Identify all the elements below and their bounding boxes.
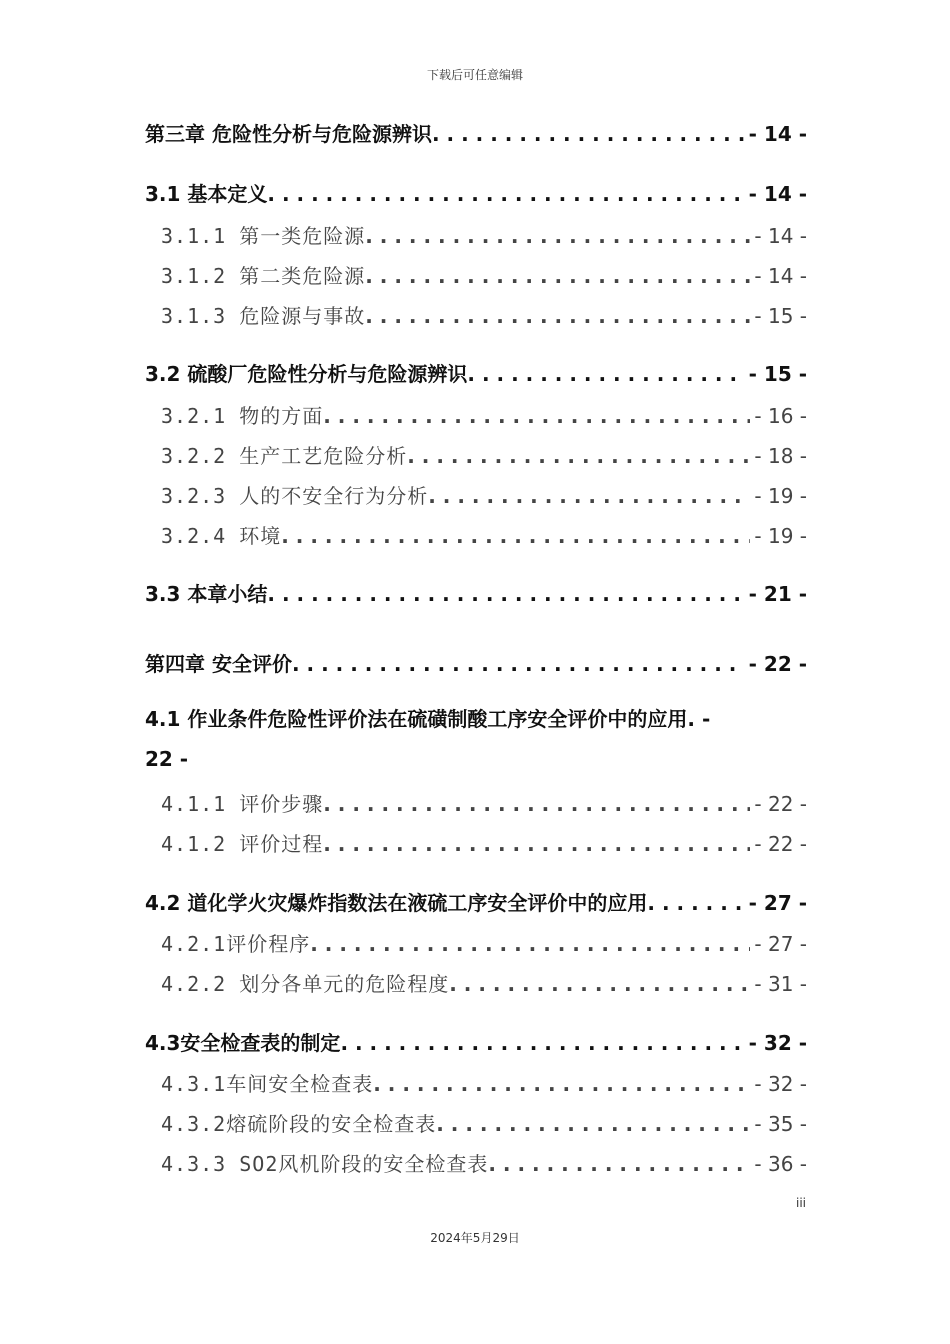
toc-leader-dots <box>407 444 750 468</box>
toc-entry[interactable] <box>145 358 807 387</box>
toc-leader-dots <box>365 304 750 328</box>
toc-entry[interactable] <box>145 648 807 677</box>
toc-entry[interactable] <box>161 480 807 509</box>
toc-entry-label: 第四章 安全评价 <box>145 652 292 676</box>
toc-entry-page: - 27 - <box>748 891 807 915</box>
toc-entry[interactable] <box>161 1068 807 1097</box>
toc-entry-page: - 14 - <box>754 264 807 288</box>
toc-entry-label: 3.2.1 物的方面 <box>161 404 324 428</box>
toc-entry[interactable] <box>161 788 807 817</box>
toc-entry-page: - 21 - <box>748 582 807 606</box>
toc-entry[interactable] <box>161 1108 807 1137</box>
toc-entry-page: - 22 - <box>754 832 807 856</box>
toc-entry[interactable] <box>161 260 807 289</box>
toc-entry-label: 4.1.2 评价过程 <box>161 832 324 856</box>
toc-leader-dots <box>292 652 745 676</box>
toc-entry-page: - 27 - <box>754 932 807 956</box>
toc-entry-page: - 15 - <box>748 362 807 386</box>
toc-entry[interactable] <box>161 520 807 549</box>
toc-entry-page: - 22 - <box>754 792 807 816</box>
toc-entry-label: 4.3.2熔硫阶段的安全检查表 <box>161 1112 437 1136</box>
toc-entry-label: 第三章 危险性分析与危险源辨识 <box>145 122 432 146</box>
toc-leader-dots <box>373 1072 750 1096</box>
toc-entry-label: 3.1.3 危险源与事故 <box>161 304 366 328</box>
toc-entry[interactable] <box>145 1027 807 1056</box>
toc-entry-label: 3.2.4 环境 <box>161 524 282 548</box>
toc-entry[interactable] <box>161 300 807 329</box>
toc-entry[interactable] <box>161 1148 807 1177</box>
toc-entry[interactable] <box>161 968 807 997</box>
toc-leader-dots <box>432 122 745 146</box>
toc-entry[interactable] <box>145 887 807 916</box>
toc-leader-dots <box>281 524 750 548</box>
page-footer-date: 2024年5月29日 <box>430 1231 520 1245</box>
toc-entry-label: 4.2.2 划分各单元的危险程度 <box>161 972 450 996</box>
toc-leader-dots <box>267 582 744 606</box>
toc-entry-page: - 22 - <box>748 652 807 676</box>
toc-leader-dots <box>428 484 750 508</box>
toc-entry-label: 3.1.2 第二类危险源 <box>161 264 366 288</box>
toc-entry[interactable] <box>145 118 807 147</box>
toc-leader-dots <box>467 362 744 386</box>
toc-entry-label: 4.1 作业条件危险性评价法在硫磺制酸工序安全评价中的应用. - <box>145 707 711 731</box>
toc-entry-label: 4.3安全检查表的制定 <box>145 1031 341 1055</box>
toc-entry[interactable] <box>161 828 807 857</box>
toc-entry[interactable] <box>161 928 807 957</box>
page-number: iii <box>796 1196 807 1210</box>
toc-leader-dots <box>365 264 750 288</box>
toc-entry[interactable] <box>145 178 807 207</box>
toc-entry-label: 4.2.1评价程序 <box>161 932 311 956</box>
toc-leader-dots <box>365 224 750 248</box>
toc-entry-label: 4.2 道化学火灾爆炸指数法在液硫工序安全评价中的应用 <box>145 891 648 915</box>
toc-entry-label: 4.3.3 SO2风机阶段的安全检查表 <box>161 1152 489 1176</box>
toc-entry-page: - 14 - <box>748 122 807 146</box>
toc-entry-page: - 31 - <box>754 972 807 996</box>
toc-entry[interactable] <box>145 578 807 607</box>
toc-leader-dots <box>436 1112 750 1136</box>
toc-entry-page: - 14 - <box>748 182 807 206</box>
page-header: 下载后可任意编辑 <box>426 68 523 82</box>
toc-entry-label: 4.1.1 评价步骤 <box>161 792 324 816</box>
toc-entry-page: - 19 - <box>754 524 807 548</box>
toc-entry-page: - 35 - <box>754 1112 807 1136</box>
toc-entry-page: - 16 - <box>754 404 807 428</box>
toc-entry-page: - 19 - <box>754 484 807 508</box>
toc-entry[interactable] <box>161 220 807 249</box>
toc-leader-dots <box>323 404 750 428</box>
toc-entry-page: - 14 - <box>754 224 807 248</box>
toc-entry-wrapped[interactable] <box>145 699 807 779</box>
toc-entry-label: 3.1.1 第一类危险源 <box>161 224 366 248</box>
toc-leader-dots <box>323 792 750 816</box>
toc-entry[interactable] <box>161 440 807 469</box>
toc-leader-dots <box>488 1152 750 1176</box>
toc-entry-page: 22 - <box>145 747 189 771</box>
toc-leader-dots <box>267 182 744 206</box>
toc-entry-label: 4.3.1车间安全检查表 <box>161 1072 374 1096</box>
toc-entry[interactable] <box>161 400 807 429</box>
toc-leader-dots <box>449 972 750 996</box>
toc-entry-label: 3.3 本章小结 <box>145 582 268 606</box>
toc-leader-dots <box>340 1031 744 1055</box>
toc-entry-page: - 15 - <box>754 304 807 328</box>
toc-entry-label: 3.2.2 生产工艺危险分析 <box>161 444 408 468</box>
toc-entry-page: - 36 - <box>754 1152 807 1176</box>
toc-entry-page: - 18 - <box>754 444 807 468</box>
toc-entry-page: - 32 - <box>748 1031 807 1055</box>
toc-entry-label: 3.1 基本定义 <box>145 182 268 206</box>
toc-entry-label: 3.2 硫酸厂危险性分析与危险源辨识 <box>145 362 468 386</box>
toc-leader-dots <box>323 832 750 856</box>
toc-entry-page: - 32 - <box>754 1072 807 1096</box>
toc-leader-dots <box>647 891 744 915</box>
toc-leader-dots <box>310 932 750 956</box>
toc-entry-label: 3.2.3 人的不安全行为分析 <box>161 484 429 508</box>
